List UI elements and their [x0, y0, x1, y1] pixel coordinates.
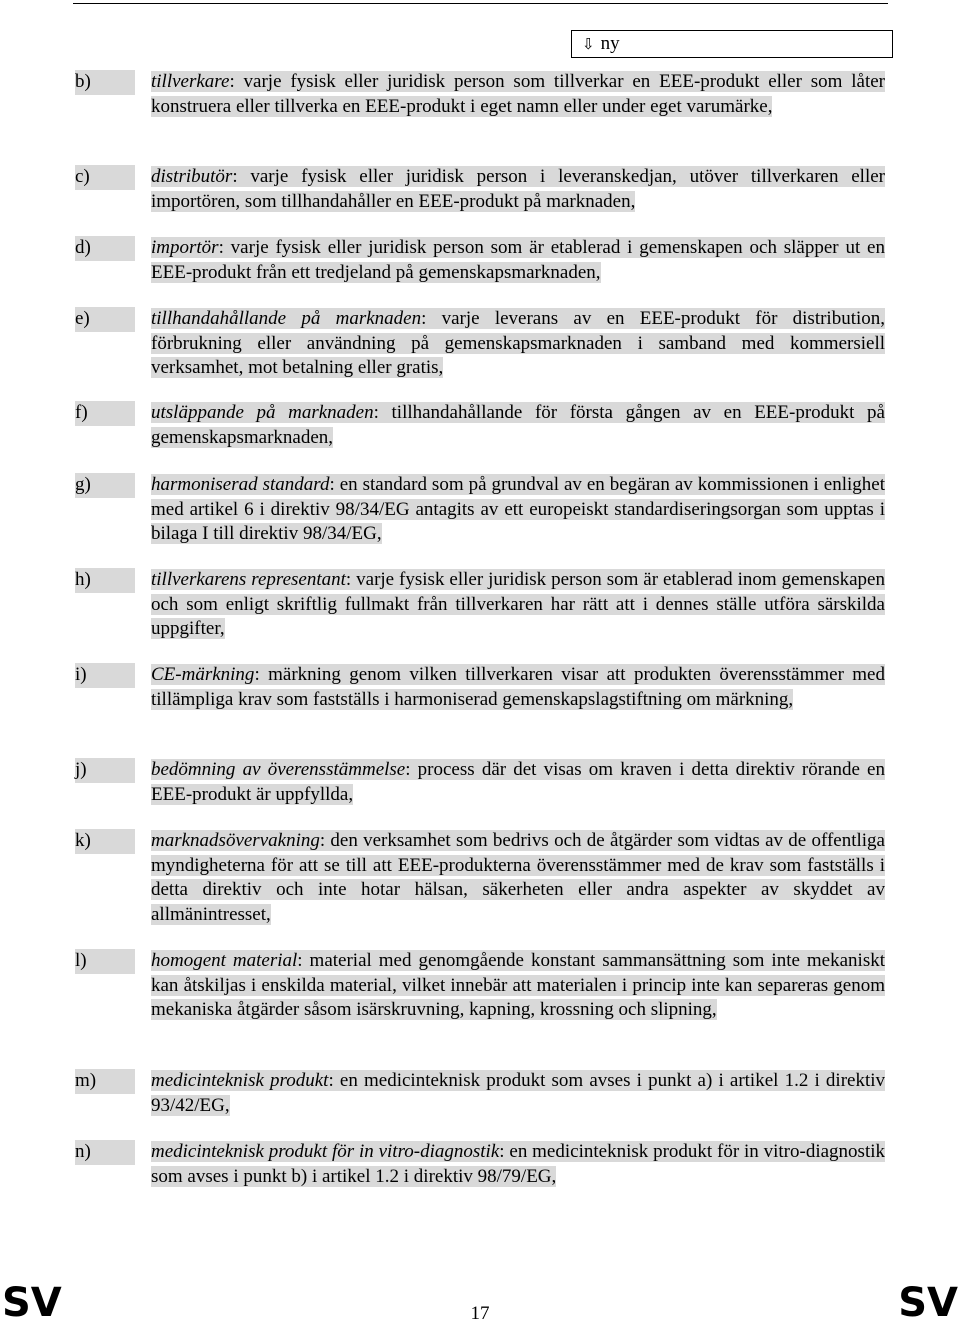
definition-term: tillverkare [151, 71, 230, 92]
definition-term: CE-märkning [151, 664, 255, 685]
definition-text: : process där det visas om kraven i detta direktiv rörande en EEE-produkt är uppfyllda, [151, 759, 885, 805]
definition-item [75, 1069, 885, 1118]
definition-marker: d) [75, 236, 135, 261]
definition-marker: i) [75, 663, 135, 688]
definition-term: medicinteknisk produkt för in vitro-diagnostik [151, 1141, 500, 1162]
definition-text: : varje fysisk eller juridisk person i leveranskedjan, utöver tillverkaren eller importören, som tillhandahåller en EEE-produkt på marknaden, [151, 166, 885, 212]
definition-item [75, 401, 885, 450]
definition-item [75, 473, 885, 547]
top-rule [73, 3, 888, 4]
definition-body [151, 473, 885, 547]
definition-text: : en medicinteknisk produkt som avses i punkt a) i artikel 1.2 i direktiv 93/42/EG, [151, 1070, 886, 1116]
definition-text: : material med genomgående konstant sammansättning som inte mekaniskt kan åtskiljas i enskilda material, vilket innebär att materialen i princip inte kan separeras genom mekaniska åtgärder såsom isärskruvning, kapning, krossning och slipning, [151, 950, 885, 1021]
definition-text: : varje fysisk eller juridisk person som tillverkar en EEE-produkt eller som låter konstruera eller tillverka en EEE-produkt i eget namn eller under eget varumärke, [151, 71, 885, 117]
definition-marker: e) [75, 307, 135, 332]
definition-term: tillhandahållande på marknaden [151, 308, 422, 329]
definition-body [151, 663, 885, 712]
definition-marker: k) [75, 829, 135, 854]
definition-body [151, 568, 885, 642]
definition-text: : märkning genom vilken tillverkaren visar att produkten överensstämmer med tillämpliga krav som fastställs i harmoniserad gemenskapslagstiftning om märkning, [151, 664, 885, 710]
definition-term: marknadsövervakning [151, 830, 320, 851]
definition-body [151, 829, 885, 927]
page-number: 17 [470, 1303, 490, 1324]
definition-body [151, 1069, 885, 1118]
definition-marker: f) [75, 401, 135, 426]
ny-label: ny [600, 33, 620, 54]
definition-term: medicinteknisk produkt [151, 1070, 329, 1091]
definition-marker: l) [75, 949, 135, 974]
definition-text: : tillhandahållande för första gången av en EEE-produkt på gemenskapsmarknaden, [151, 402, 885, 448]
definition-marker: c) [75, 165, 135, 190]
definition-text: : varje fysisk eller juridisk person som är etablerad inom gemenskapen och som enligt skriftlig fullmakt från tillverkaren har rätt att i dennes ställe utföra särskilda uppgifter, [151, 569, 885, 640]
definition-term: harmoniserad standard [151, 474, 330, 495]
definition-body [151, 307, 885, 381]
definition-item [75, 1140, 885, 1189]
definition-term: bedömning av överensstämmelse [151, 759, 406, 780]
definition-term: importör [151, 237, 219, 258]
definition-term: utsläppande på marknaden [151, 402, 374, 423]
definition-text: : varje fysisk eller juridisk person som är etablerad i gemenskapen och släpper ut en EEE-produkt från ett tredjeland på gemenskapsmarknaden, [151, 237, 885, 283]
definition-body [151, 236, 885, 285]
definition-text: : en standard som på grundval av en begäran av kommissionen i enlighet med artikel 6 i direktiv 98/34/EG antagits av ett europeiskt standardiseringsorgan som upptas i bilaga I till direktiv 98/34/EG, [151, 474, 886, 545]
definition-item [75, 949, 885, 1023]
definition-body [151, 401, 885, 450]
definition-term: homogent material [151, 950, 298, 971]
definition-body [151, 949, 885, 1023]
definition-item [75, 236, 885, 285]
definition-marker: b) [75, 70, 135, 95]
definition-marker: h) [75, 568, 135, 593]
footer-language-code-right: SV [898, 1280, 958, 1326]
definition-item [75, 165, 885, 214]
definition-item [75, 758, 885, 807]
definition-body [151, 165, 885, 214]
definition-marker: g) [75, 473, 135, 498]
definition-text: : den verksamhet som bedrivs och de åtgärder som vidtas av de offentliga myndigheterna för att se till att EEE-produkterna överensstämmer med de krav som fastställs i detta direktiv och inte hotar hälsan, säkerheten eller andra aspekter av skyddet av allmänintresset, [151, 830, 885, 925]
definition-item [75, 70, 885, 119]
definition-item [75, 829, 885, 927]
definition-marker: m) [75, 1069, 135, 1094]
definition-body [151, 1140, 885, 1189]
footer-language-code-left: SV [2, 1280, 62, 1326]
definition-text: : en medicinteknisk produkt för in vitro-diagnostik som avses i punkt b) i artikel 1.2 i direktiv 98/79/EG, [151, 1141, 885, 1187]
arrow-down-icon: ⇩ [582, 35, 595, 53]
definition-item [75, 568, 885, 642]
definition-text: : varje leverans av en EEE-produkt för distribution, förbrukning eller användning på gemenskapsmarknaden i samband med kommersiell verksamhet, mot betalning eller gratis, [151, 308, 886, 379]
definition-marker: n) [75, 1140, 135, 1165]
definition-body [151, 758, 885, 807]
definition-item [75, 307, 885, 381]
definition-marker: j) [75, 758, 135, 783]
definition-item [75, 663, 885, 712]
definition-term: tillverkarens representant [151, 569, 346, 590]
definition-body [151, 70, 885, 119]
new-text-marker [571, 30, 893, 58]
definition-term: distributör [151, 166, 233, 187]
